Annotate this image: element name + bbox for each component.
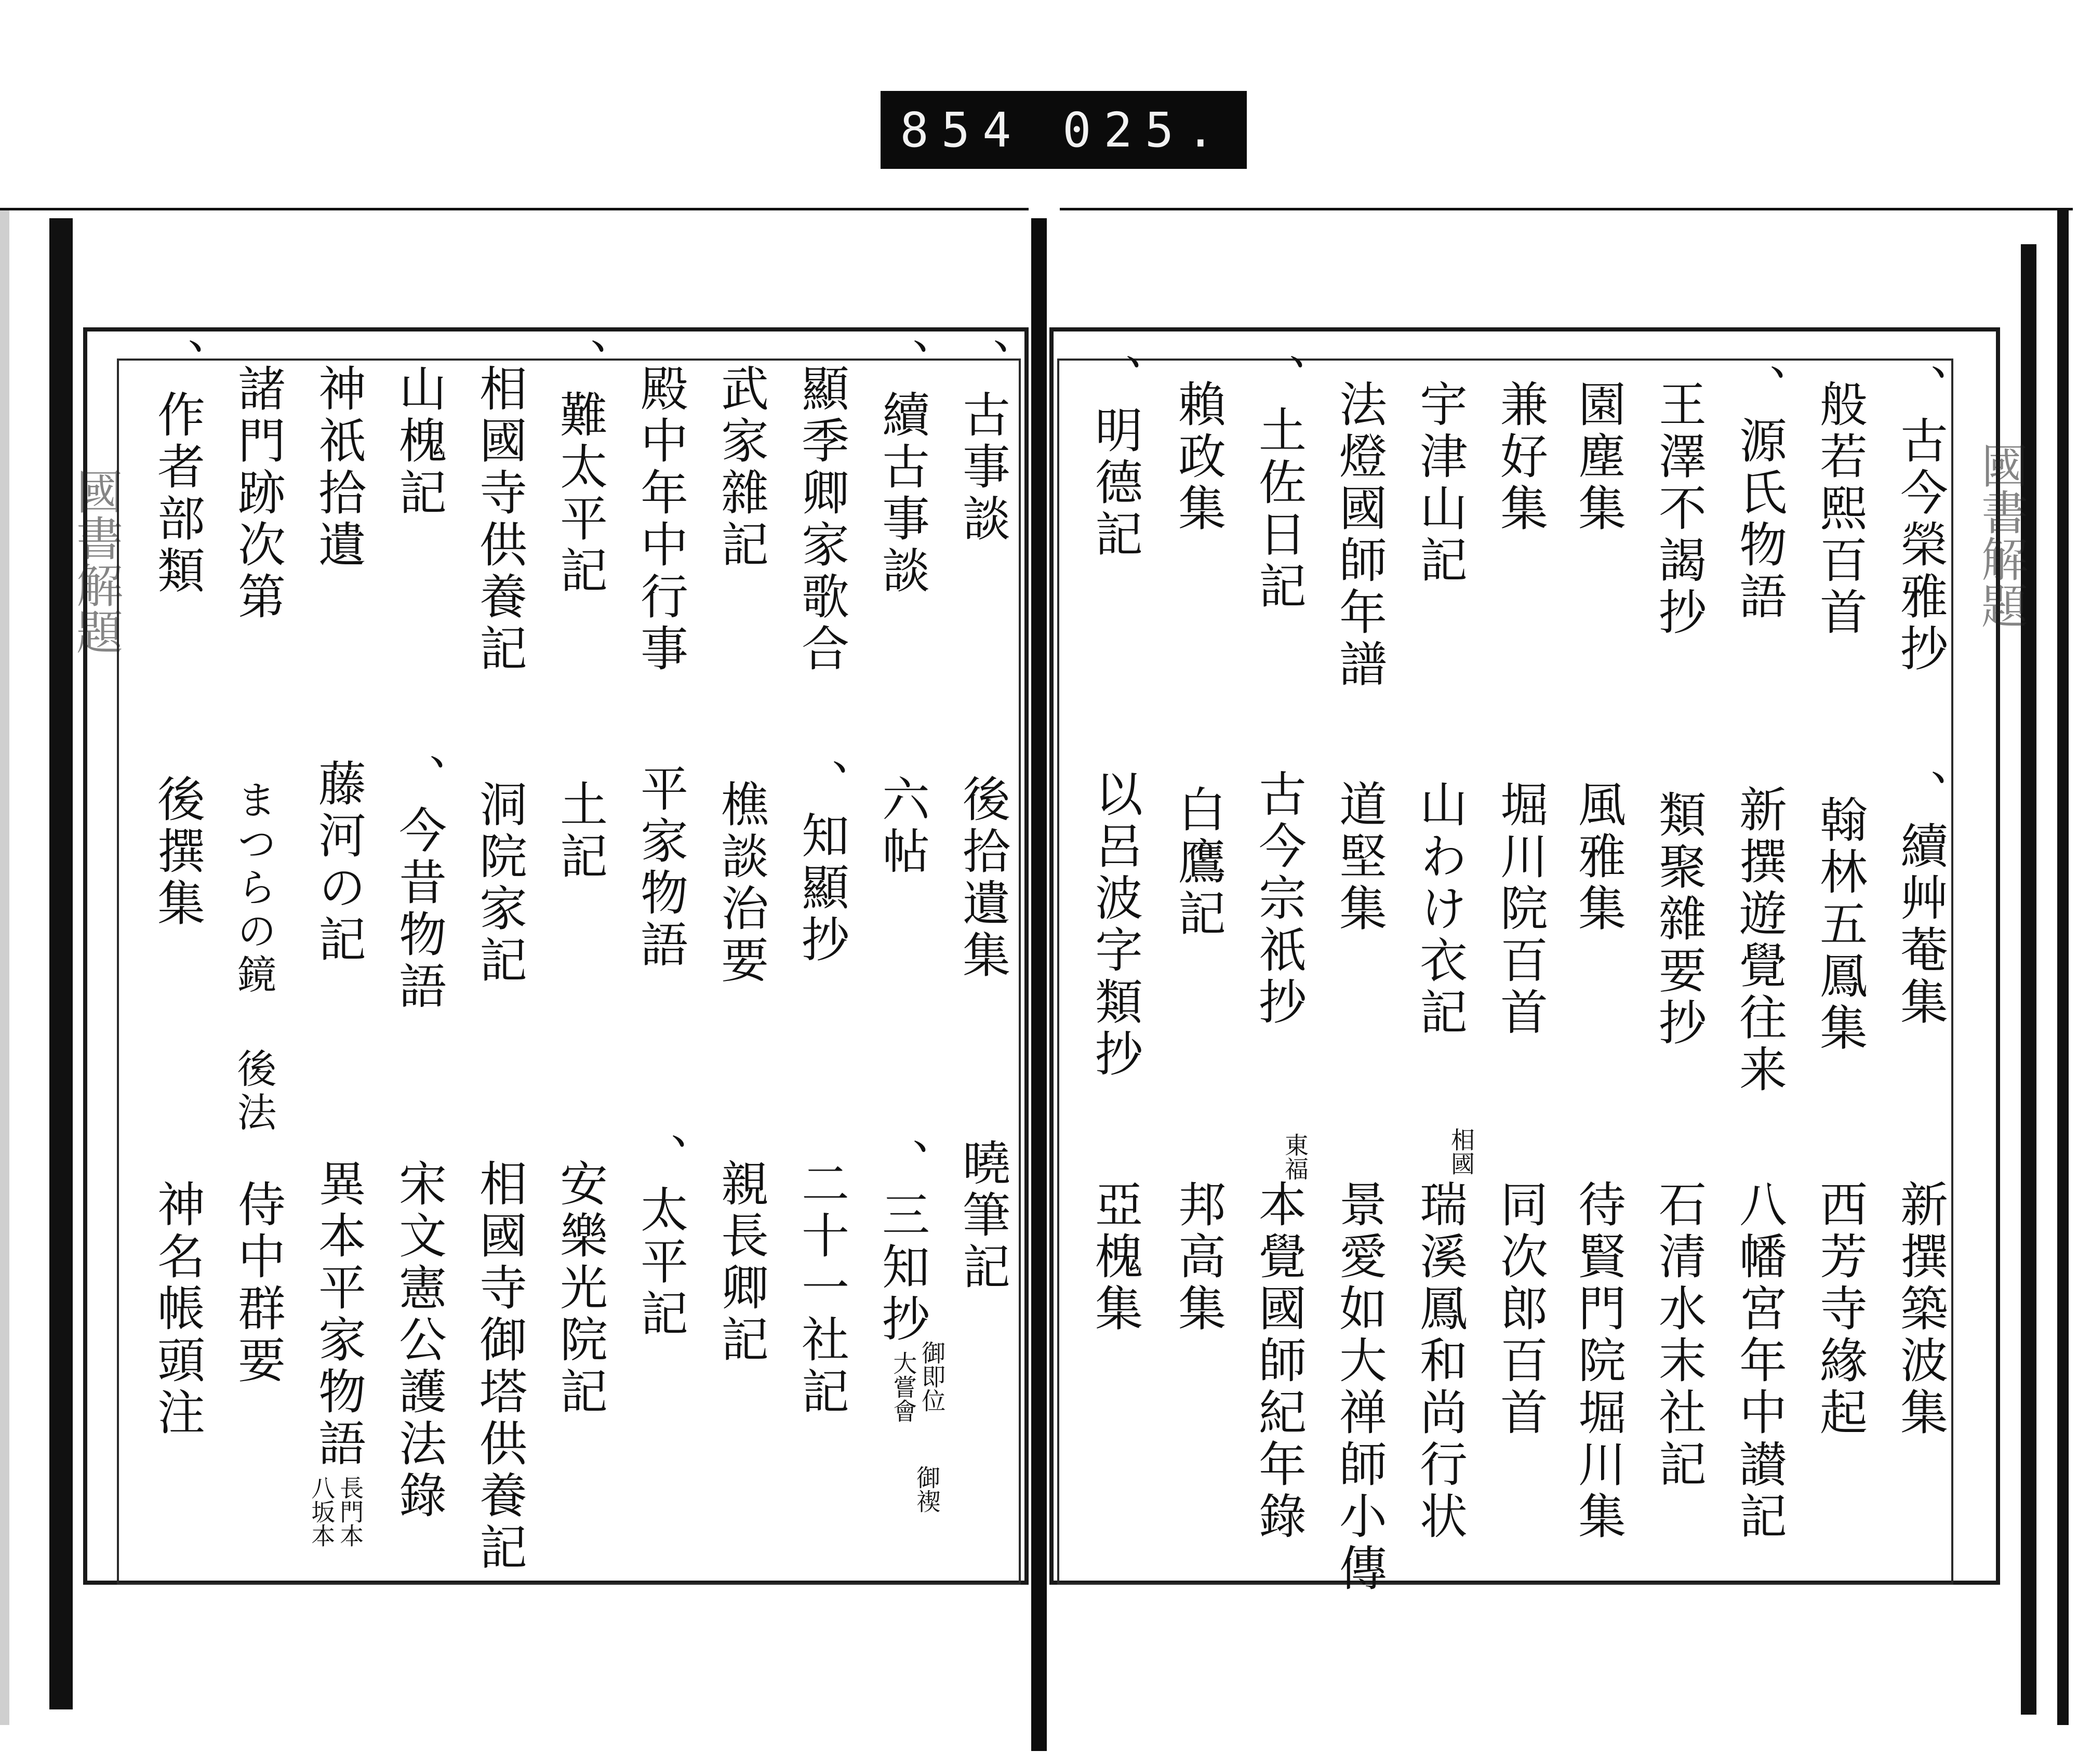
left-col-5-mid: 平家物語	[633, 764, 688, 972]
right-col-10-top: 賴政集	[1170, 379, 1226, 535]
right-col-2-bot: 西芳寺緣起	[1812, 1179, 1868, 1439]
left-col-7-top: 相國寺供養記	[472, 364, 527, 675]
left-col-9-mid: 藤河の記	[311, 759, 366, 966]
ihon-note-a: 長門本	[336, 1476, 365, 1547]
left-margin-band	[49, 218, 73, 1709]
right-col-8-top: 法燈國師年譜	[1331, 379, 1387, 691]
right-col-7-mid: 山わけ衣記	[1412, 779, 1468, 1039]
left-page-header: 國書解題	[68, 468, 123, 655]
left-col-6-top: 、難太平記	[552, 338, 608, 598]
left-col-7-mid: 洞院家記	[472, 779, 527, 987]
right-book-edge	[2057, 208, 2069, 1725]
left-col-9-top: 神祇拾遺	[311, 364, 366, 572]
right-col-3-top: 、源氏物語	[1731, 364, 1787, 624]
left-col-1-mid: 後拾遺集	[955, 774, 1010, 982]
left-col-4-mid: 樵談治要	[713, 779, 769, 987]
right-col-7-top: 宇津山記	[1412, 379, 1468, 587]
left-col-11-bot: 神名帳頭注	[150, 1179, 205, 1439]
left-col-4-top: 武家雜記	[713, 364, 769, 572]
left-col-2-top: 、續古事談	[874, 338, 930, 598]
right-col-10-bot: 邦高集	[1170, 1179, 1226, 1335]
right-col-9-top: 、土佐日記	[1251, 353, 1307, 613]
left-col-10-top: 諸門跡次第	[230, 364, 286, 624]
left-col-9-bot: 異本平家物語	[311, 1159, 366, 1470]
right-col-11-top: 、明德記	[1087, 353, 1143, 561]
sanchi-note-c: 御禊	[913, 1465, 941, 1513]
book-spine	[1031, 218, 1047, 1751]
left-col-5-top: 殿中年中行事	[633, 364, 688, 675]
right-col-1-bot: 新撰築波集	[1893, 1179, 1948, 1439]
reel-label-left: 854	[900, 102, 1024, 158]
right-col-6-top: 兼好集	[1493, 379, 1548, 535]
right-col-1-mid: 、續艸菴集	[1893, 769, 1948, 1029]
left-col-11-mid: 後撰集	[150, 774, 205, 930]
right-col-10-mid: 白鷹記	[1170, 785, 1226, 940]
left-col-3-bot: 二十一社記	[794, 1159, 849, 1418]
top-rule-left	[0, 208, 1029, 210]
right-col-1-top: 、古今榮雅抄	[1893, 364, 1948, 675]
right-col-5-bot: 待賢門院堀川集	[1570, 1179, 1626, 1543]
right-col-6-bot: 同次郎百首	[1493, 1179, 1548, 1439]
right-col-9-annotation: 東福	[1281, 1133, 1309, 1181]
left-col-6-mid: 土記	[552, 779, 608, 883]
right-col-9-bot: 本覺國師紀年錄	[1251, 1179, 1307, 1543]
reel-label	[881, 91, 1247, 169]
left-col-10-bot: 侍中群要	[230, 1179, 286, 1387]
right-col-3-mid: 新撰遊覺往来	[1731, 785, 1787, 1096]
right-col-7-bot: 瑞溪鳳和尚行状	[1412, 1179, 1468, 1543]
left-col-10-mid: まつらの鏡 後法	[231, 779, 277, 1135]
left-col-1-bot: 曉筆記	[955, 1138, 1010, 1294]
right-col-7-annotation: 相國	[1447, 1128, 1475, 1175]
left-col-11-top: 、作者部類	[150, 338, 205, 598]
right-col-8-bot: 景愛如大禅師小傳	[1331, 1179, 1387, 1595]
left-col-2-bot: 、三知抄	[874, 1138, 930, 1346]
right-col-4-top: 王澤不謁抄	[1651, 379, 1707, 639]
left-col-1-top: 、古事談	[955, 338, 1010, 546]
top-rule-right	[1060, 208, 2073, 210]
left-col-3-mid: 、知顯抄	[794, 759, 849, 966]
right-col-9-mid: 古今宗祇抄	[1251, 769, 1307, 1029]
right-col-11-mid: 以呂波字類抄	[1087, 769, 1143, 1081]
left-book-edge	[0, 208, 9, 1725]
right-col-4-mid: 類聚雜要抄	[1651, 790, 1707, 1050]
right-page-header: 國書解題	[1973, 442, 2028, 629]
ihon-note-b: 八坂本	[308, 1476, 336, 1547]
left-col-2-mid: 六帖	[874, 774, 930, 878]
reel-label-right: 025.	[1062, 102, 1228, 158]
right-col-2-mid: 翰林五鳳集	[1812, 795, 1868, 1055]
left-col-8-bot: 宋文憲公護法錄	[391, 1159, 447, 1522]
right-col-2-top: 般若熙百首	[1812, 379, 1868, 639]
right-col-5-mid: 風雅集	[1570, 779, 1626, 935]
left-col-8-mid: 、今昔物語	[391, 753, 447, 1013]
sanchi-note-a: 御即位	[918, 1341, 947, 1412]
sanchi-note-b: 大嘗會	[889, 1351, 918, 1423]
right-col-5-top: 園塵集	[1570, 379, 1626, 535]
left-col-6-bot: 安樂光院記	[552, 1159, 608, 1418]
left-col-5-bot: 、太平記	[633, 1133, 688, 1341]
left-col-3-top: 顯季卿家歌合	[794, 364, 849, 675]
left-col-7-bot: 相國寺御塔供養記	[472, 1159, 527, 1574]
left-col-8-top: 山槐記	[391, 364, 447, 520]
right-col-11-bot: 亞槐集	[1087, 1179, 1143, 1335]
right-col-3-bot: 八幡宮年中讃記	[1731, 1179, 1787, 1543]
right-col-6-mid: 堀川院百首	[1493, 779, 1548, 1039]
right-col-8-mid: 道堅集	[1331, 779, 1387, 935]
left-col-4-bot: 親長卿記	[713, 1159, 769, 1367]
right-col-4-bot: 石清水末社記	[1651, 1179, 1707, 1491]
